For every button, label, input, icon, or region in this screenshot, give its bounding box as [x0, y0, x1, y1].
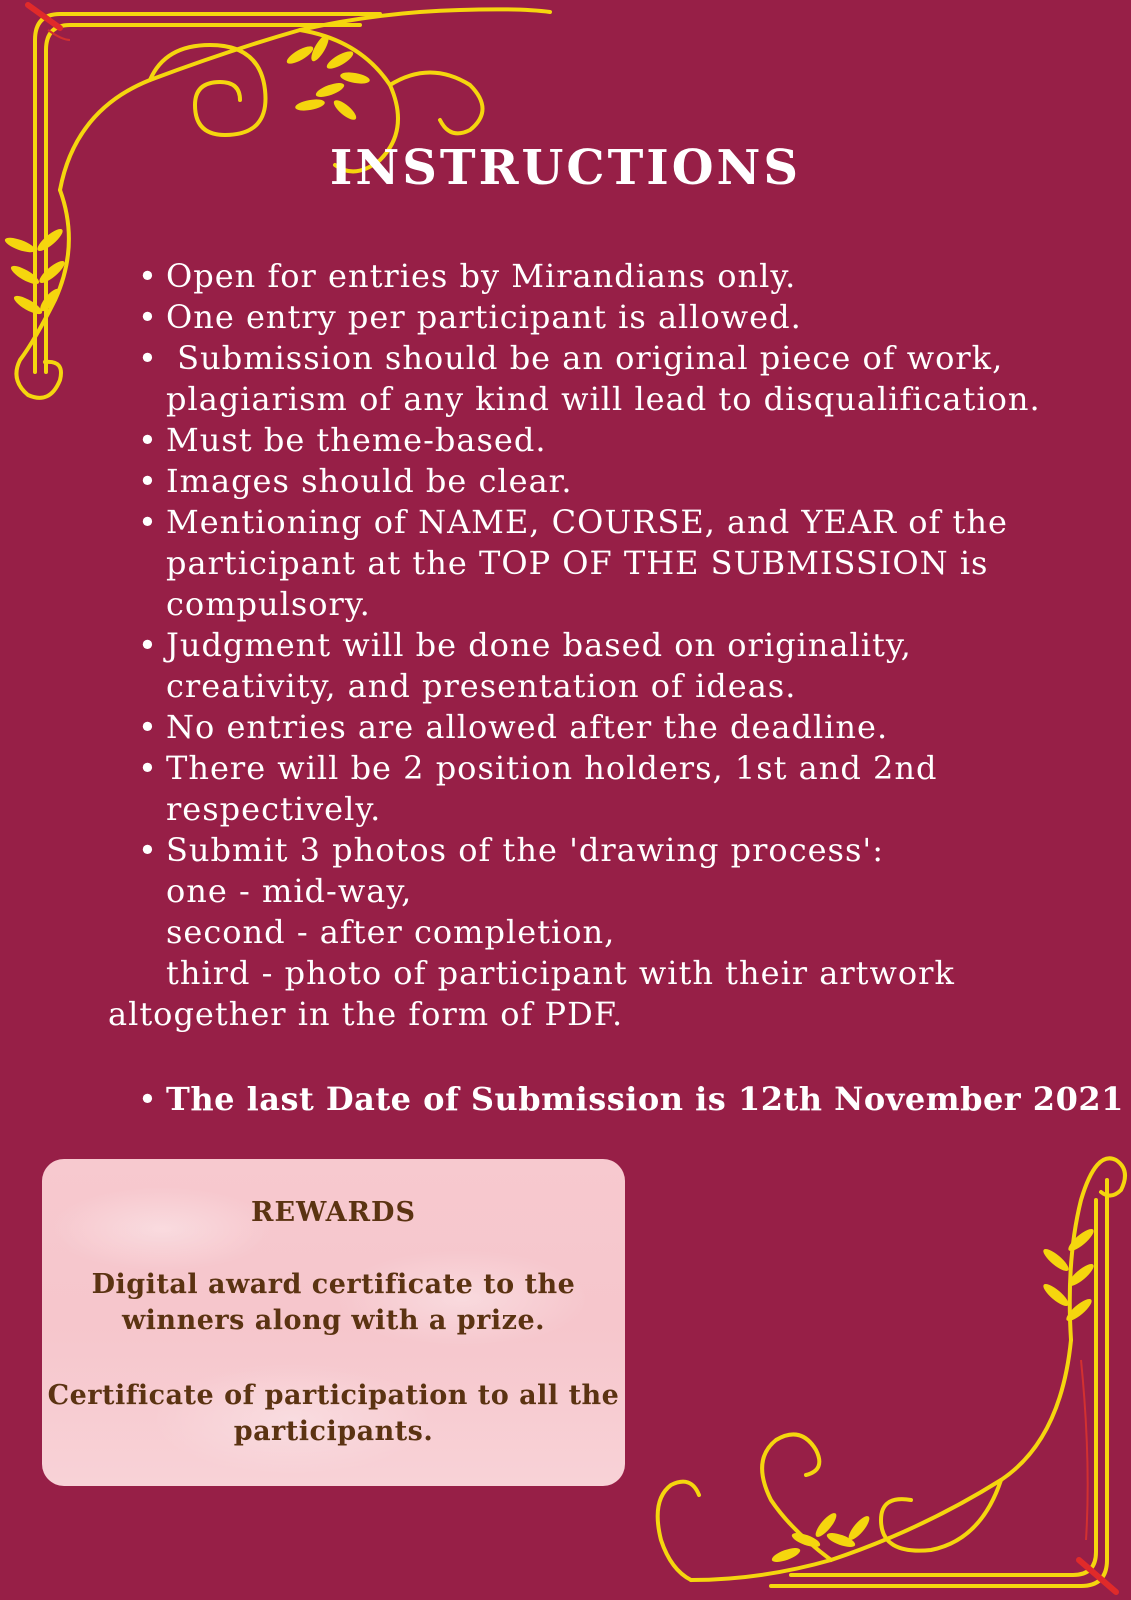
instruction-item [138, 297, 1098, 338]
instruction-line: There will be 2 position holders, 1st and 2nd [166, 749, 938, 787]
instruction-item [138, 338, 1098, 420]
bullet: • [138, 831, 158, 869]
bullet: • [138, 462, 158, 500]
rewards-winners-text: Digital award certificate to the winners along with a prize. [91, 1269, 576, 1336]
instruction-line: participant at the TOP OF THE SUBMISSION is [166, 544, 989, 582]
rewards-box [42, 1159, 625, 1486]
instruction-line: No entries are allowed after the deadline. [166, 708, 889, 746]
bullet: • [138, 749, 158, 787]
rewards-participation-line2: participants. [233, 1416, 434, 1447]
instruction-line: Mentioning of NAME, COURSE, and YEAR of the [166, 503, 1008, 541]
instructions-list [108, 256, 1098, 1035]
instruction-line: Submit 3 photos of the 'drawing process': [166, 831, 884, 869]
bullet: • [138, 1080, 158, 1118]
bullet: • [138, 626, 158, 664]
rewards-participation-text [42, 1378, 625, 1450]
instruction-line: Images should be clear. [166, 462, 573, 500]
instruction-item [138, 707, 1098, 748]
instruction-line: Judgment will be done based on originality, [166, 626, 912, 664]
instruction-line: One entry per participant is allowed. [166, 298, 802, 336]
instruction-line: Open for entries by Mirandians only. [166, 257, 797, 295]
instruction-item [138, 625, 1098, 707]
bullet: • [138, 503, 158, 541]
page-title: INSTRUCTIONS [329, 140, 802, 196]
instruction-item [108, 830, 1098, 1035]
bullet: • [138, 339, 158, 377]
instruction-item [138, 461, 1098, 502]
bullet: • [138, 257, 158, 295]
instruction-item [138, 256, 1098, 297]
instruction-line: Submission should be an original piece of work, [166, 339, 1004, 377]
bullet: • [138, 708, 158, 746]
bottom-right-ornament [611, 1140, 1131, 1600]
instruction-item [138, 420, 1098, 461]
bullet: • [138, 298, 158, 336]
instruction-line: plagiarism of any kind will lead to disqualification. [166, 380, 1041, 418]
deadline-item [138, 1079, 1131, 1119]
instruction-line: third - photo of participant with their artwork [166, 954, 955, 992]
instruction-line: one - mid-way, [166, 872, 413, 910]
instruction-line: Must be theme-based. [166, 421, 547, 459]
rewards-participation-line1: Certificate of participation to all the [47, 1380, 620, 1411]
instruction-line: respectively. [166, 790, 382, 828]
instruction-item [138, 748, 1098, 830]
instruction-line: creativity, and presentation of ideas. [166, 667, 797, 705]
bullet: • [138, 421, 158, 459]
instruction-line: second - after completion, [166, 913, 616, 951]
deadline-text: The last Date of Submission is 12th November 2021 [166, 1080, 1124, 1118]
instruction-item [138, 502, 1098, 625]
instruction-line: compulsory. [166, 585, 371, 623]
instruction-tail: altogether in the form of PDF. [108, 995, 624, 1033]
rewards-title: REWARDS [251, 1197, 416, 1228]
